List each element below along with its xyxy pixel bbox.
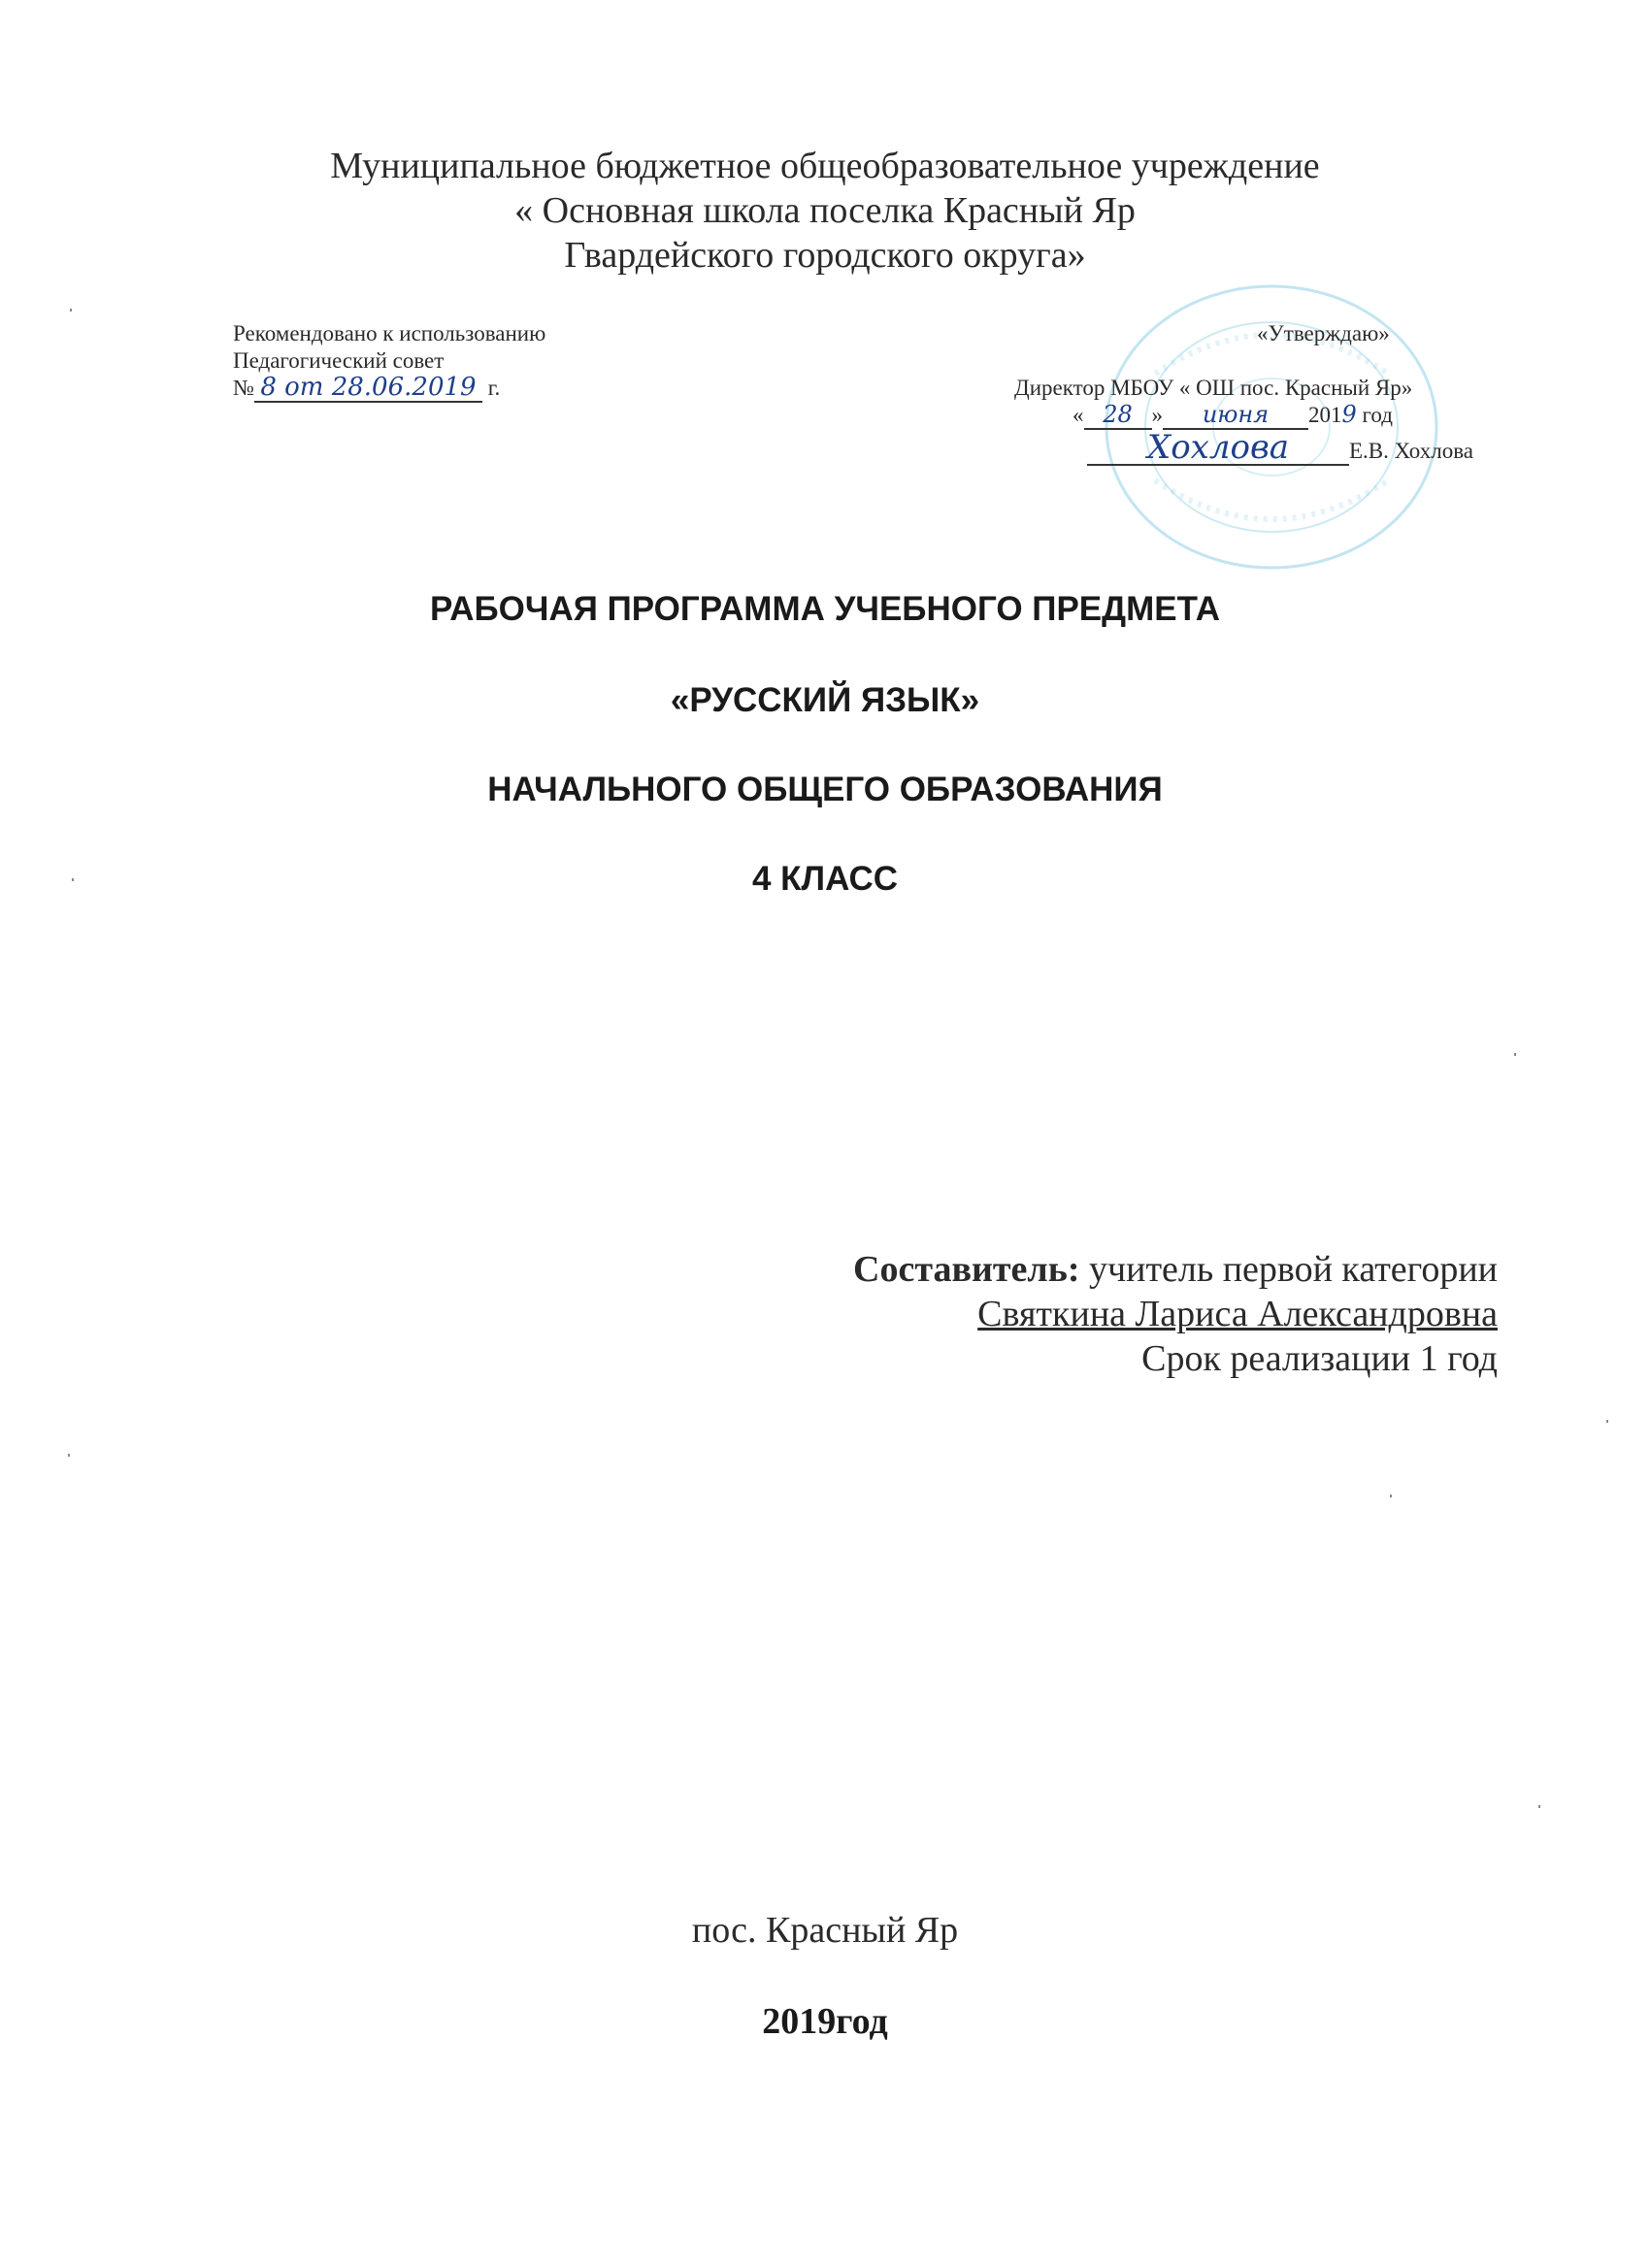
handwritten-protocol-number: 8 от 28.06.2019 xyxy=(260,373,477,402)
month-field xyxy=(1163,402,1308,430)
director-name: Е.В. Хохлова xyxy=(1349,439,1473,463)
title-line-2: «РУССКИЙ ЯЗЫК» xyxy=(670,681,980,719)
author-role: учитель первой категории xyxy=(1089,1249,1498,1290)
title-line-4: 4 КЛАСС xyxy=(751,860,899,898)
day-field xyxy=(1084,402,1152,430)
author-label: Составитель: xyxy=(853,1249,1080,1290)
approve-label: «Утверждаю» xyxy=(1257,321,1390,345)
author-line xyxy=(152,1247,1650,1292)
year: 2019год xyxy=(762,2001,888,2042)
scan-speck xyxy=(1606,1420,1608,1423)
approval-date-line xyxy=(1072,402,1393,430)
date-open-quote: « xyxy=(1072,403,1084,427)
term-line xyxy=(152,1336,1650,1381)
number-sign: № xyxy=(233,376,254,400)
author-name-line xyxy=(152,1292,1650,1336)
handwritten-year-digit: 9 xyxy=(1341,401,1357,428)
protocol-number-field xyxy=(254,375,482,403)
scan-speck xyxy=(68,1454,70,1457)
title-line-3: НАЧАЛЬНОГО ОБЩЕГО ОБРАЗОВАНИЯ xyxy=(487,771,1163,808)
author-name: Святкина Лариса Александровна xyxy=(977,1294,1498,1334)
protocol-line xyxy=(233,375,500,403)
org-name-line-1: Муниципальное бюджетное общеобразовательное учреждение xyxy=(330,146,1320,186)
signature-field xyxy=(1087,428,1349,467)
handwritten-day: 28 xyxy=(1103,401,1133,428)
scan-speck xyxy=(1514,1053,1516,1056)
title-line-1: РАБОЧАЯ ПРОГРАММА УЧЕБНОГО ПРЕДМЕТА xyxy=(429,590,1221,628)
scan-speck xyxy=(1390,1495,1392,1497)
handwritten-signature: Хохлова xyxy=(1146,428,1290,467)
org-name-line-2: « Основная школа поселка Красный Яр xyxy=(514,190,1136,231)
place: пос. Красный Яр xyxy=(691,1910,959,1951)
recommended-label: Рекомендовано к использованию xyxy=(233,321,546,345)
date-close-quote: » xyxy=(1151,403,1163,427)
year-prefix: 201 xyxy=(1308,403,1342,427)
implementation-term: Срок реализации 1 год xyxy=(1141,1338,1498,1379)
scan-speck xyxy=(70,309,72,312)
signature-line xyxy=(1087,428,1473,467)
director-position: Директор МБОУ « ОШ пос. Красный Яр» xyxy=(1014,376,1413,400)
pedagogical-council-label: Педагогический совет xyxy=(233,348,445,373)
handwritten-month: июня xyxy=(1202,401,1270,428)
org-name-line-3: Гвардейского городского округа» xyxy=(564,235,1086,276)
year-suffix: г. xyxy=(487,376,501,400)
scan-speck xyxy=(1538,1805,1540,1808)
scan-speck xyxy=(72,878,74,881)
year-word: год xyxy=(1362,403,1393,427)
